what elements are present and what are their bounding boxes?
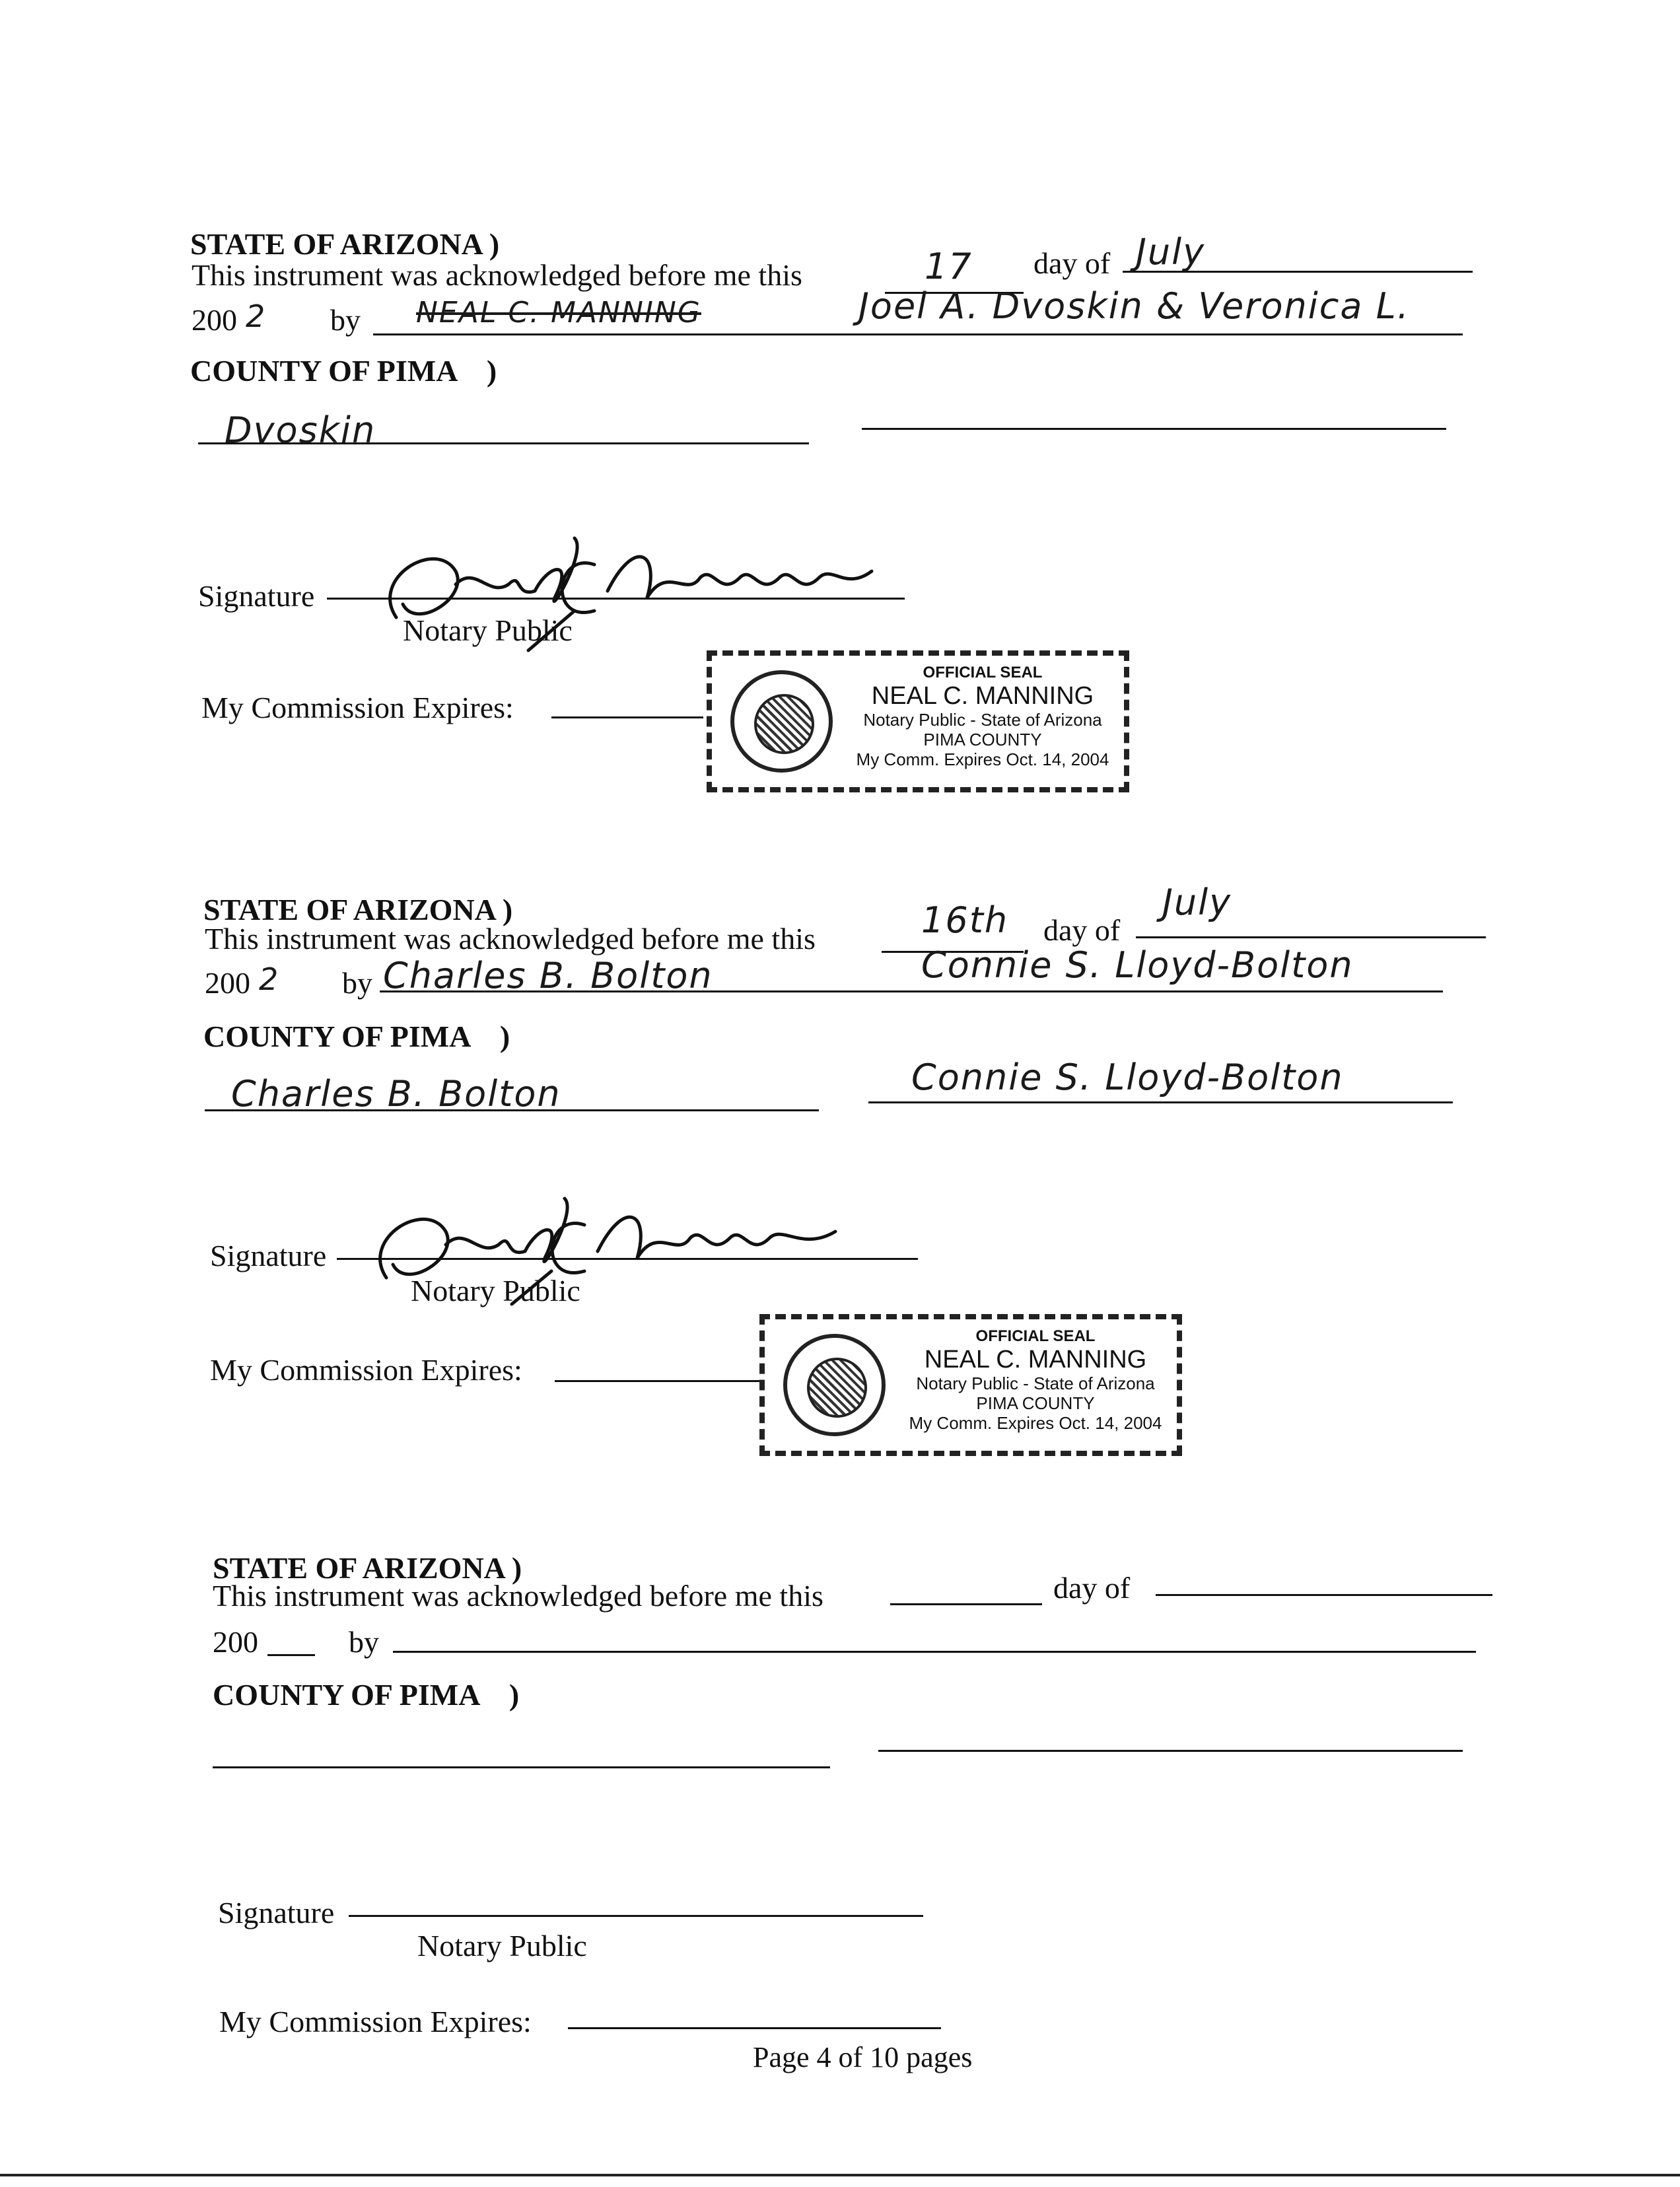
year-prefix: 200 bbox=[213, 1625, 258, 1659]
year-prefix: 200 bbox=[205, 966, 250, 1000]
by-label: by bbox=[349, 1625, 379, 1659]
county-label: COUNTY OF PIMA ) bbox=[190, 354, 497, 388]
stamp-line3: My Comm. Expires Oct. 14, 2004 bbox=[909, 1413, 1162, 1434]
day-of-label: day of bbox=[1053, 1571, 1131, 1605]
notary-public-label: Notary Public bbox=[403, 613, 573, 647]
stamp-name: NEAL C. MANNING bbox=[924, 1345, 1147, 1373]
name-line-right bbox=[878, 1750, 1463, 1752]
year-prefix: 200 bbox=[192, 303, 237, 337]
month-line bbox=[1156, 1594, 1492, 1596]
name1-value: Charles B. Bolton bbox=[383, 955, 713, 996]
day-of-label: day of bbox=[1033, 246, 1111, 280]
signature-label: Signature bbox=[210, 1239, 327, 1272]
stamp-name: NEAL C. MANNING bbox=[871, 681, 1094, 710]
state-seal-icon bbox=[783, 1334, 886, 1436]
notary-public-label: Notary Public bbox=[417, 1929, 587, 1962]
name-line-left bbox=[213, 1766, 830, 1768]
day-value: 16th bbox=[921, 899, 1009, 941]
month-line bbox=[1136, 936, 1486, 938]
name2-value: Connie S. Lloyd-Bolton bbox=[921, 944, 1354, 986]
stamp-line1: Notary Public - State of Arizona bbox=[863, 710, 1102, 730]
month-value: July bbox=[1136, 231, 1206, 273]
bottom-edge-rule bbox=[0, 2174, 1680, 2176]
notary-public-label: Notary Public bbox=[411, 1274, 580, 1307]
ack-text: This instrument was acknowledged before me this bbox=[192, 258, 802, 292]
state-seal-icon bbox=[730, 670, 833, 773]
stamp-line2: PIMA COUNTY bbox=[923, 730, 1042, 750]
signature-line bbox=[349, 1915, 923, 1917]
stamp-line2: PIMA COUNTY bbox=[976, 1393, 1095, 1414]
commission-line bbox=[568, 2027, 941, 2029]
county-label: COUNTY OF PIMA ) bbox=[203, 1020, 510, 1053]
stamp-line1: Notary Public - State of Arizona bbox=[916, 1373, 1155, 1394]
commission-line bbox=[551, 716, 703, 718]
official-seal-stamp-2 bbox=[759, 1314, 1182, 1456]
stamp-title: OFFICIAL SEAL bbox=[975, 1327, 1096, 1345]
state-label: STATE OF ARIZONA ) bbox=[213, 1551, 522, 1585]
name-line-right bbox=[868, 1101, 1453, 1103]
ack-text: This instrument was acknowledged before me this bbox=[213, 1579, 823, 1613]
year-digit: 2 bbox=[259, 961, 280, 997]
name2-line2-value: Connie S. Lloyd-Bolton bbox=[911, 1057, 1344, 1098]
struck-name: NEAL C. MANNING bbox=[416, 296, 701, 330]
day-line bbox=[890, 1603, 1042, 1605]
commission-line bbox=[555, 1380, 759, 1382]
commission-label: My Commission Expires: bbox=[201, 691, 514, 724]
names-cont-value: Dvoskin bbox=[225, 409, 376, 451]
by-line bbox=[373, 333, 1463, 335]
stamp-line3: My Comm. Expires Oct. 14, 2004 bbox=[856, 749, 1109, 770]
commission-label: My Commission Expires: bbox=[210, 1353, 522, 1387]
day-value: 17 bbox=[925, 246, 973, 287]
commission-label: My Commission Expires: bbox=[219, 2005, 532, 2038]
state-label: STATE OF ARIZONA ) bbox=[190, 227, 500, 261]
state-label: STATE OF ARIZONA ) bbox=[203, 893, 513, 926]
name1-line2-value: Charles B. Bolton bbox=[231, 1073, 561, 1115]
page-footer: Page 4 of 10 pages bbox=[753, 2041, 973, 2073]
signature-label: Signature bbox=[198, 579, 315, 613]
by-line bbox=[393, 1651, 1476, 1653]
year-digit: 2 bbox=[246, 298, 267, 334]
names-value: Joel A. Dvoskin & Veronica L. bbox=[858, 285, 1410, 327]
by-label: by bbox=[330, 303, 361, 337]
ack-text: This instrument was acknowledged before me this bbox=[205, 922, 816, 955]
stamp-title: OFFICIAL SEAL bbox=[923, 664, 1043, 681]
day-of-label: day of bbox=[1043, 913, 1121, 947]
year-line bbox=[267, 1654, 315, 1656]
by-label: by bbox=[342, 966, 372, 1000]
name-line-right bbox=[862, 428, 1446, 430]
official-seal-stamp-1 bbox=[707, 650, 1129, 792]
signature-label: Signature bbox=[218, 1896, 335, 1929]
county-label: COUNTY OF PIMA ) bbox=[213, 1678, 520, 1712]
month-value: July bbox=[1162, 882, 1232, 923]
